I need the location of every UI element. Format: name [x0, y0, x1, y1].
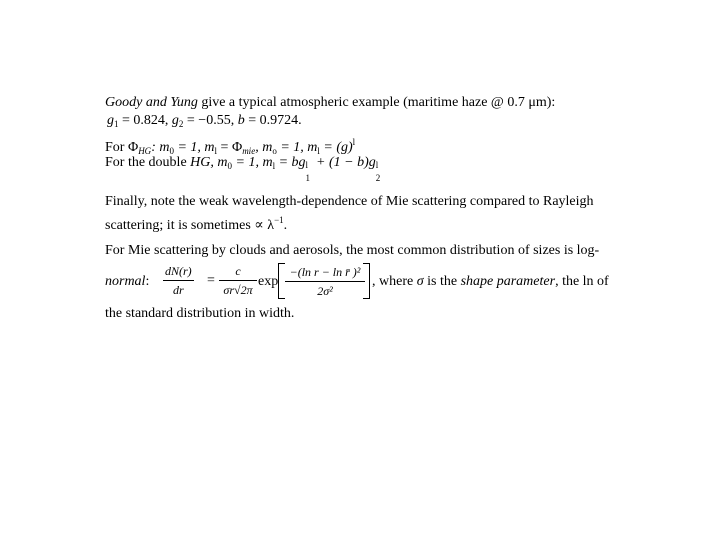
lambda-exponent: −1 — [274, 215, 284, 225]
intro-line — [105, 95, 555, 111]
double-ml-sub: l — [272, 161, 276, 171]
g1-symbol: g — [107, 113, 114, 128]
double-hg-prefix: For the double — [105, 155, 191, 170]
l-superscript: l — [352, 137, 356, 147]
mo-subscript: o — [272, 146, 277, 156]
authors: Goody and Yung — [105, 95, 198, 110]
lognormal-line-1: For Mie scattering by clouds and aerosols, the most common distribution of sizes is log- — [105, 243, 600, 258]
where-c: , the ln of — [555, 274, 609, 289]
lognormal-last-line: the standard distribution in width. — [105, 306, 295, 321]
normal-text: normal — [105, 274, 146, 289]
c-denominator: σr√2π — [223, 283, 253, 297]
ml-eq: = Φ — [217, 140, 243, 155]
intro-text: give a typical atmospheric example (maritime haze @ 0.7 μm): — [197, 95, 556, 110]
sigma-symbol: σ — [416, 274, 424, 289]
g1-value: = 0.824, — [118, 113, 172, 128]
g2-superscript: l — [375, 160, 379, 170]
double-hg-line — [105, 155, 383, 183]
wavelength-period: . — [283, 218, 288, 233]
g2-value: = −0.55, — [183, 113, 238, 128]
where-a: , where — [372, 274, 417, 289]
g2-subscript-2: 2 — [375, 173, 381, 183]
exp-fraction — [285, 265, 365, 299]
double-m0-sub: 0 — [227, 161, 233, 171]
wavelength-text: scattering; it is sometimes ∝ λ — [105, 218, 275, 233]
phi-mie-subscript: mie — [242, 146, 256, 156]
m0-term: : m — [151, 140, 170, 155]
double-eq2: = bg — [275, 155, 306, 170]
double-hg-hg: HG — [190, 155, 211, 170]
mo-eq: = 1, m — [276, 140, 318, 155]
mo-term: , m — [255, 140, 273, 155]
hg-prefix: For Φ — [105, 140, 139, 155]
b-symbol: b — [237, 113, 245, 128]
normal-colon: : — [145, 274, 150, 289]
g1-superscript: l — [305, 160, 309, 170]
c-fraction — [219, 264, 257, 298]
lhs-numerator: dN(r) — [163, 264, 194, 281]
m0-subscript: 0 — [169, 146, 174, 156]
double-eq3: + (1 − b)g — [312, 155, 376, 170]
g1-subscript: 1 — [114, 119, 119, 129]
ml2-subscript: l — [317, 146, 320, 156]
params-line — [107, 113, 302, 132]
exp-denominator: 2σ² — [317, 284, 333, 298]
double-eq1: = 1, m — [232, 155, 273, 170]
g2-subscript: 2 — [178, 119, 184, 129]
c-numerator: c — [219, 264, 257, 281]
exp-numerator: −(ln r − ln r̄ )² — [285, 265, 365, 282]
where-text — [372, 274, 609, 290]
g1-subscript-2: 1 — [305, 173, 311, 183]
equals-sign: = — [207, 273, 215, 288]
wavelength-line-1: Finally, note the weak wavelength-dependence of Mie scattering compared to Rayleigh — [105, 194, 594, 209]
ml2-eq: = (g) — [319, 140, 353, 155]
shape-parameter: shape parameter — [460, 274, 556, 289]
m0-eq: = 1, m — [173, 140, 215, 155]
exp-label: exp — [258, 274, 279, 289]
left-bracket — [278, 263, 285, 299]
normal-word — [105, 274, 149, 290]
g2-symbol: g — [171, 113, 179, 128]
lhs-fraction — [163, 264, 194, 298]
double-hg-m: , m — [210, 155, 228, 170]
right-bracket — [363, 263, 370, 299]
phi-hg-subscript: HG — [138, 146, 152, 156]
where-b: is the — [423, 274, 461, 289]
lhs-denominator: dr — [173, 283, 184, 297]
wavelength-line-2 — [105, 212, 287, 234]
ml-subscript: l — [214, 146, 218, 156]
b-value: = 0.9724. — [244, 113, 302, 128]
